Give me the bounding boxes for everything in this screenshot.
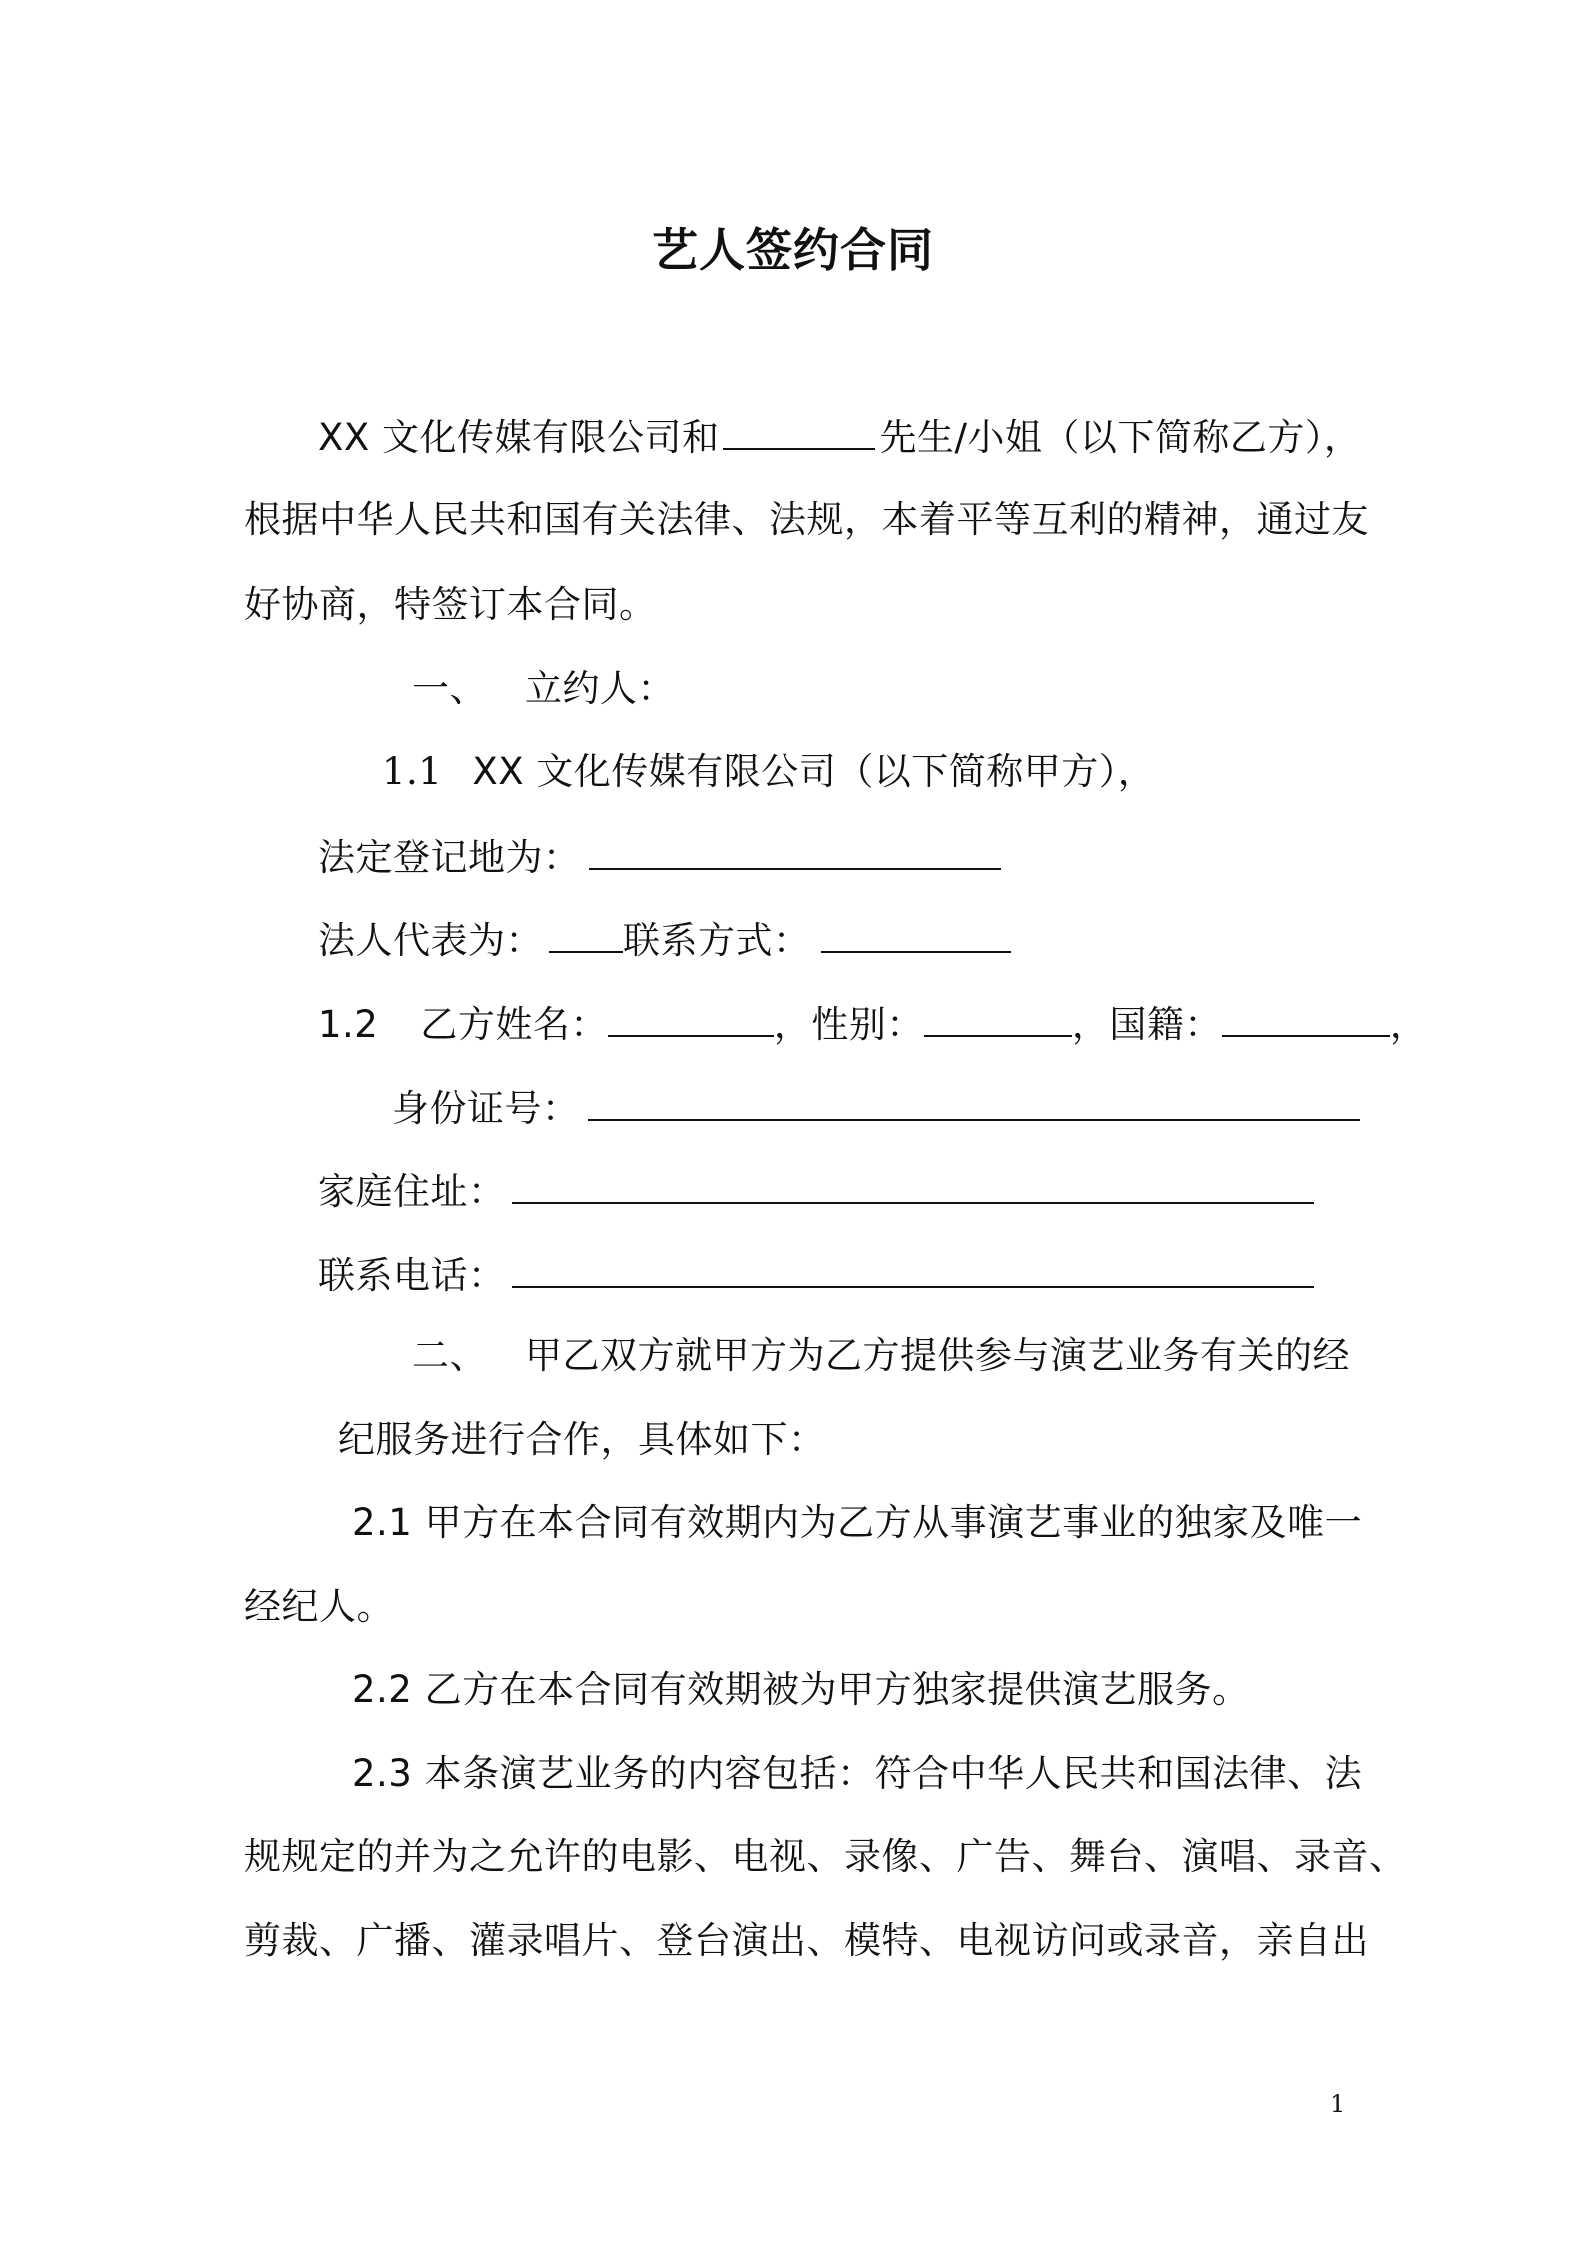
gender-field[interactable] <box>924 997 1072 1037</box>
intro-line-1 <box>318 410 1361 463</box>
intro-line-2: 根据中华人民共和国有关法律、法规，本着平等互利的精神，通过友 <box>244 498 1369 541</box>
section-2-heading-line-2: 纪服务进行合作，具体如下： <box>338 1418 826 1461</box>
contact-blank[interactable] <box>821 913 1011 953</box>
id-number-row <box>392 1081 1360 1134</box>
intro-party-a: XX 文化传媒有限公司和 <box>318 416 720 459</box>
gender-label: ，性别： <box>773 1003 924 1046</box>
item-1-1-text: XX 文化传媒有限公司（以下简称甲方）， <box>472 750 1156 793</box>
legal-rep-row <box>318 913 1011 966</box>
item-1-2-number: 1.2 <box>318 1003 379 1046</box>
clause-2-3-line-1: 2.3 本条演艺业务的内容包括：符合中华人民共和国法律、法 <box>352 1752 1363 1795</box>
intro-line-3: 好协商，特签订本合同。 <box>244 583 657 626</box>
party-b-name-label: 乙方姓名： <box>420 1003 608 1046</box>
clause-2-1-line-1: 2.1 甲方在本合同有效期内为乙方从事演艺事业的独家及唯一 <box>352 1501 1363 1544</box>
phone-field[interactable] <box>512 1248 1314 1288</box>
contact-label: 联系方式： <box>623 919 811 962</box>
home-address-label: 家庭住址： <box>318 1170 506 1213</box>
clause-2-3-line-3: 剪裁、广播、灌录唱片、登台演出、模特、电视访问或录音，亲自出 <box>244 1919 1369 1962</box>
clause-2-2: 2.2 乙方在本合同有效期被为甲方独家提供演艺服务。 <box>352 1668 1250 1711</box>
home-address-row <box>318 1164 1314 1217</box>
trailing-comma: ， <box>1389 1003 1428 1046</box>
item-1-2-row <box>318 997 1427 1050</box>
legal-rep-blank[interactable] <box>549 913 623 953</box>
intro-party-b-suffix: 先生/小姐（以下简称乙方）， <box>879 416 1362 459</box>
id-number-label: 身份证号： <box>392 1087 580 1130</box>
phone-row <box>318 1248 1314 1301</box>
section-2-heading-line-1: 甲乙双方就甲方为乙方提供参与演艺业务有关的经 <box>525 1334 1350 1377</box>
section-1-heading: 立约人： <box>525 667 675 710</box>
registered-address-blank[interactable] <box>589 830 1001 870</box>
document-title: 艺人签约合同 <box>652 223 934 277</box>
section-2-number: 二、 <box>412 1334 487 1377</box>
legal-rep-label: 法人代表为： <box>318 919 543 962</box>
registered-address-label: 法定登记地为： <box>318 836 581 879</box>
item-1-1 <box>382 747 1155 797</box>
clause-2-3-line-2: 规规定的并为之允许的电影、电视、录像、广告、舞台、演唱、录音、 <box>244 1835 1407 1878</box>
nationality-field[interactable] <box>1222 997 1390 1037</box>
registered-address-row <box>318 830 1001 883</box>
party-b-name-blank[interactable] <box>723 410 875 450</box>
phone-label: 联系电话： <box>318 1254 506 1297</box>
id-number-field[interactable] <box>588 1081 1360 1121</box>
clause-2-1-line-2: 经纪人。 <box>244 1585 394 1628</box>
home-address-field[interactable] <box>512 1164 1314 1204</box>
section-1-number: 一、 <box>412 667 487 710</box>
page-number: 1 <box>1330 2090 1346 2118</box>
nationality-label: ，国籍： <box>1071 1003 1222 1046</box>
party-b-name-field[interactable] <box>608 997 774 1037</box>
item-1-1-number: 1.1 <box>382 750 443 793</box>
